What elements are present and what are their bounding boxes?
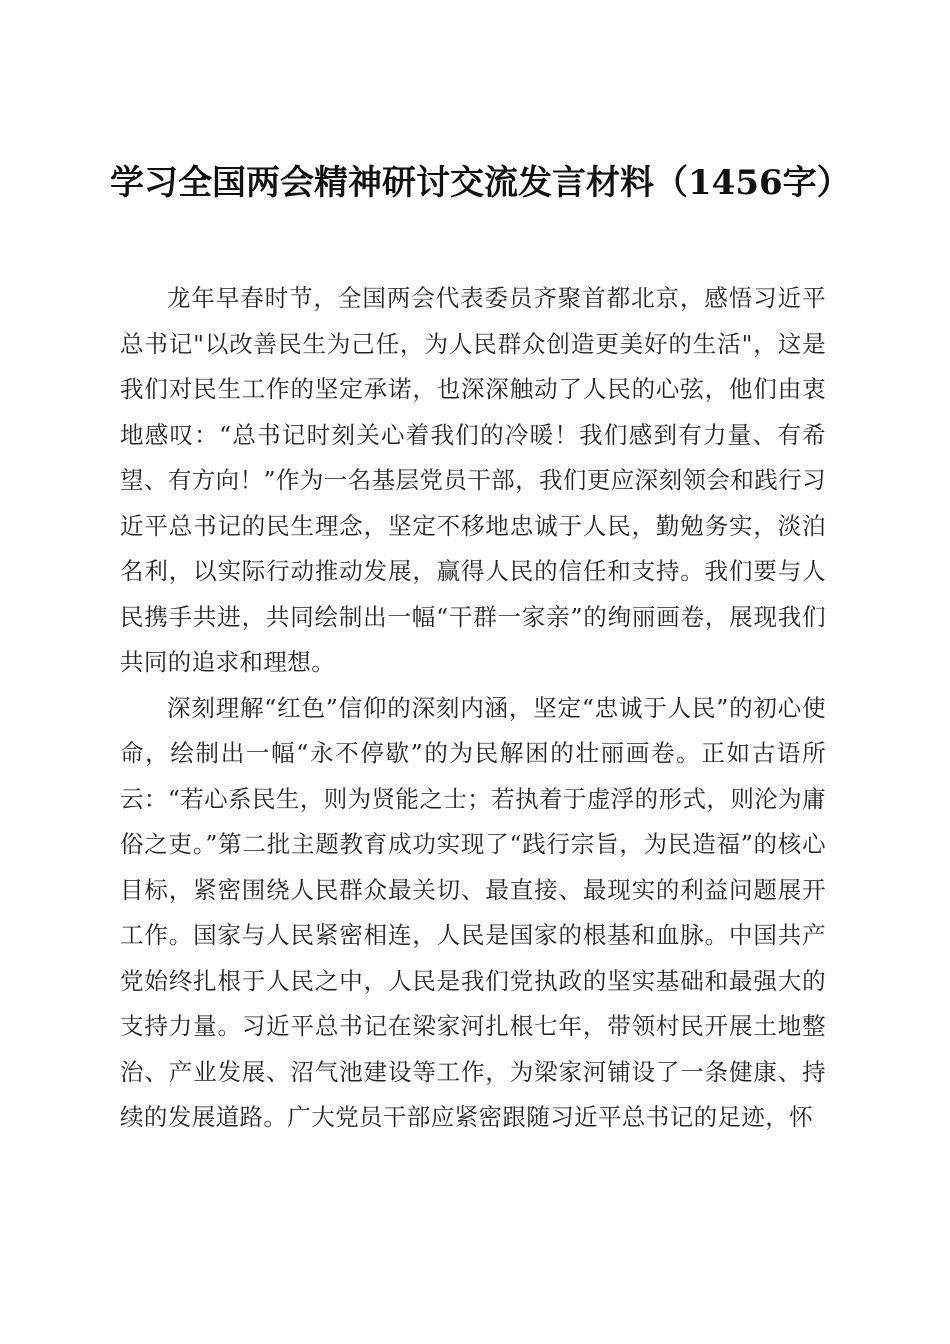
- document-body: [120, 276, 826, 1141]
- paragraph-1: 龙年早春时节，全国两会代表委员齐聚首都北京，感悟习近平总书记"以改善民生为己任，为人民群众创造更美好的生活"，这是我们对民生工作的坚定承诺，也深深触动了人民的心弦，他们由衷地感叹：“总书记时刻关心着我们的冷暖！我们感到有力量、有希望、有方向！”作为一名基层党员干部，我们更应深刻领会和践行习近平总书记的民生理念，坚定不移地忠诚于人民，勤勉务实，淡泊名利，以实际行动推动发展，赢得人民的信任和支持。我们要与人民携手共进，共同绘制出一幅“干群一家亲”的绚丽画卷，展现我们共同的追求和理想。: [120, 284, 826, 676]
- document-title: 学习全国两会精神研讨交流发言材料（1456字）: [110, 162, 851, 203]
- paragraph-2: 深刻理解“红色”信仰的深刻内涵，坚定“忠诚于人民”的初心使命，绘制出一幅“永不停歇”的为民解困的壮丽画卷。正如古语所云：“若心系民生，则为贤能之士；若执着于虚浮的形式，则沦为庸俗之吏。”第二批主题教育成功实现了“践行宗旨，为民造福”的核心目标，紧密围绕人民群众最关切、最直接、最现实的利益问题展开工作。国家与人民紧密相连，人民是国家的根基和血脉。中国共产党始终扎根于人民之中，人民是我们党执政的坚实基础和最强大的支持力量。习近平总书记在梁家河扎根七年，带领村民开展土地整治、产业发展、沼气池建设等工作，为梁家河铺设了一条健康、持续的发展道路。广大党员干部应紧密跟随习近平总书记的足迹，怀: [120, 693, 826, 1131]
